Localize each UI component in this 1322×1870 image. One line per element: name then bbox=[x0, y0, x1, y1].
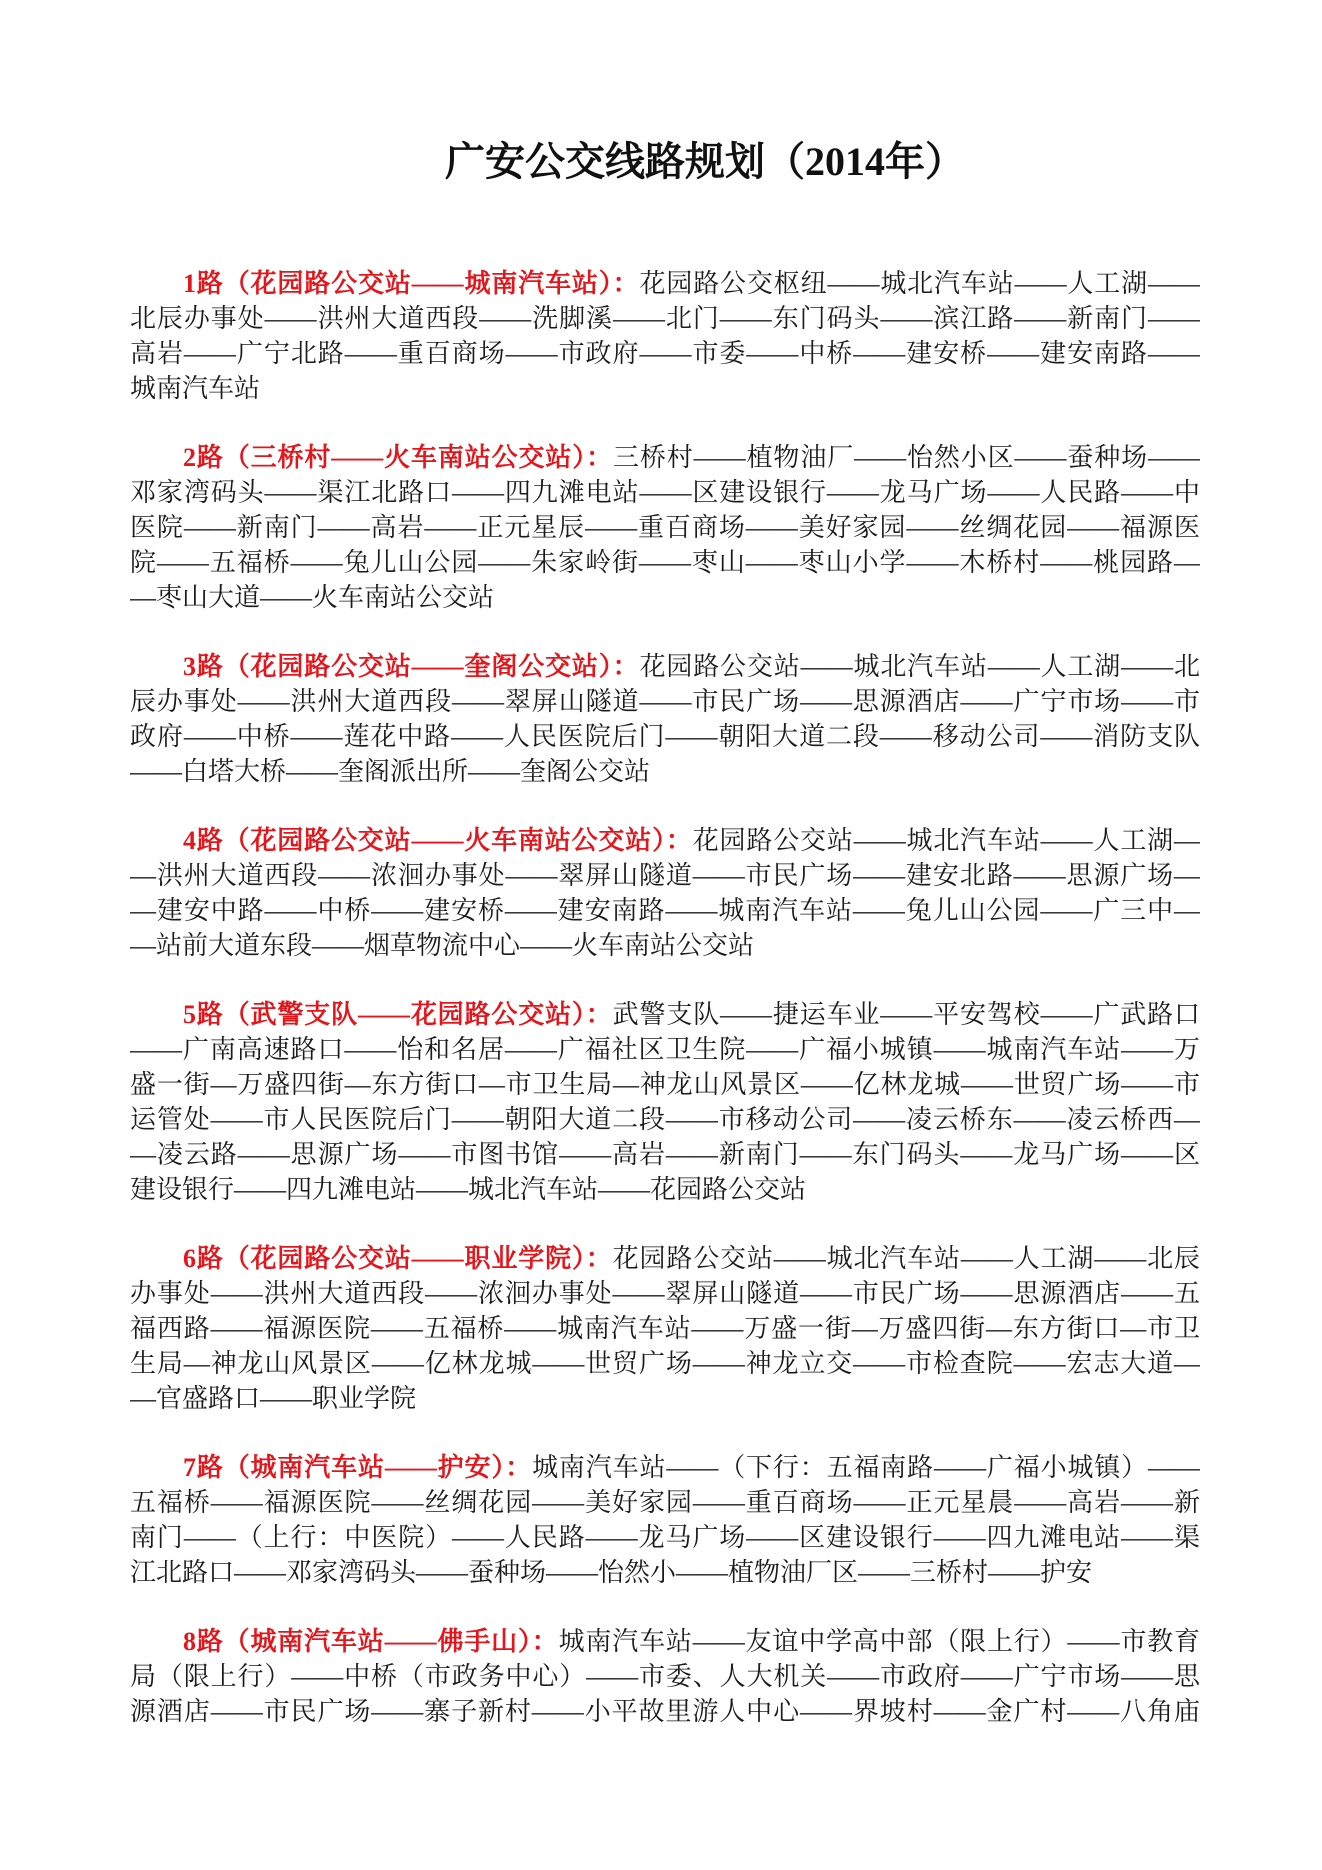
route-first-line bbox=[130, 1624, 1200, 1659]
route-block-2 bbox=[130, 440, 1200, 615]
route-label: 1路（花园路公交站——城南汽车站）： bbox=[183, 269, 640, 298]
route-stops-line: 辰办事处——洪州大道西段——翠屏山隧道——市民广场——思源酒店——广宁市场——市 bbox=[130, 687, 1200, 716]
route-label: 4路（花园路公交站——火车南站公交站）： bbox=[183, 826, 693, 855]
route-stops-line: 城南汽车站 bbox=[130, 374, 261, 403]
route-first-line bbox=[130, 649, 1200, 684]
route-label: 2路（三桥村——火车南站公交站）： bbox=[183, 443, 614, 472]
route-list bbox=[130, 266, 1200, 1763]
route-label: 6路（花园路公交站——职业学院）： bbox=[183, 1244, 613, 1273]
route-stops-line: 三桥村——植物油厂——怡然小区——蚕种场—— bbox=[613, 443, 1200, 472]
route-stops-line: 邓家湾码头——渠江北路口——四九滩电站——区建设银行——龙马广场——人民路——中 bbox=[130, 478, 1200, 507]
route-first-line bbox=[130, 1241, 1200, 1276]
route-block-7 bbox=[130, 1450, 1200, 1590]
route-stops-line: 城南汽车站——（下行：五福南路——广福小城镇）—— bbox=[532, 1453, 1200, 1482]
route-block-5 bbox=[130, 997, 1200, 1207]
route-stops-line: —洪州大道西段——浓洄办事处——翠屏山隧道——市民广场——建安北路——思源广场— bbox=[130, 861, 1200, 890]
route-label: 3路（花园路公交站——奎阁公交站）： bbox=[183, 652, 640, 681]
route-stops-line: 城南汽车站——友谊中学高中部（限上行）——市教育 bbox=[558, 1627, 1200, 1656]
route-stops-line: —建安中路——中桥——建安桥——建安南路——城南汽车站——兔儿山公园——广三中— bbox=[130, 896, 1200, 925]
route-stops-line: 江北路口——邓家湾码头——蚕种场——怡然小——植物油厂区——三桥村——护安 bbox=[130, 1558, 1093, 1587]
route-stops-line: 五福桥——福源医院——丝绸花园——美好家园——重百商场——正元星晨——高岩——新 bbox=[130, 1488, 1200, 1517]
route-stops-line: 办事处——洪州大道西段——浓洄办事处——翠屏山隧道——市民广场——思源酒店——五 bbox=[130, 1279, 1200, 1308]
route-block-3 bbox=[130, 649, 1200, 789]
route-stops-line: 高岩——广宁北路——重百商场——市政府——市委——中桥——建安桥——建安南路—— bbox=[130, 339, 1200, 368]
route-stops-line: —凌云路——思源广场——市图书馆——高岩——新南门——东门码头——龙马广场——区 bbox=[130, 1140, 1200, 1169]
route-stops-line: 生局—神龙山风景区——亿林龙城——世贸广场——神龙立交——市检查院——宏志大道— bbox=[130, 1349, 1200, 1378]
route-stops-line: —站前大道东段——烟草物流中心——火车南站公交站 bbox=[130, 931, 755, 960]
route-stops-line: ——广南高速路口——怡和名居——广福社区卫生院——广福小城镇——城南汽车站——万 bbox=[130, 1035, 1200, 1064]
route-stops-line: 院——五福桥——兔儿山公园——朱家岭街——枣山——枣山小学——木桥村——桃园路— bbox=[130, 548, 1200, 577]
route-first-line bbox=[130, 266, 1200, 301]
route-block-4 bbox=[130, 823, 1200, 963]
route-stops-line: 医院——新南门——高岩——正元星辰——重百商场——美好家园——丝绸花园——福源医 bbox=[130, 513, 1200, 542]
route-block-8 bbox=[130, 1624, 1200, 1729]
route-block-6 bbox=[130, 1241, 1200, 1416]
route-stops-line: 花园路公交站——城北汽车站——人工湖——北辰 bbox=[612, 1244, 1200, 1273]
route-stops-line: 政府——中桥——莲花中路——人民医院后门——朝阳大道二段——移动公司——消防支队 bbox=[130, 722, 1200, 751]
route-first-line bbox=[130, 1450, 1200, 1485]
route-stops-line: 花园路公交站——城北汽车站——人工湖——北 bbox=[639, 652, 1200, 681]
route-stops-line: ——白塔大桥——奎阁派出所——奎阁公交站 bbox=[130, 757, 651, 786]
route-stops-line: 花园路公交枢纽——城北汽车站——人工湖—— bbox=[639, 269, 1200, 298]
route-stops-line: 局（限上行）——中桥（市政务中心）——市委、人大机关——市政府——广宁市场——思 bbox=[130, 1662, 1200, 1691]
route-stops-line: 武警支队——捷运车业——平安驾校——广武路口 bbox=[612, 1000, 1200, 1029]
route-stops-line: —枣山大道——火车南站公交站 bbox=[130, 583, 495, 612]
route-first-line bbox=[130, 997, 1200, 1032]
route-stops-line: 北辰办事处——洪州大道西段——洗脚溪——北门——东门码头——滨江路——新南门—— bbox=[130, 304, 1200, 333]
route-stops-line: —官盛路口——职业学院 bbox=[130, 1384, 417, 1413]
route-stops-line: 南门——（上行：中医院）——人民路——龙马广场——区建设银行——四九滩电站——渠 bbox=[130, 1523, 1200, 1552]
route-label: 8路（城南汽车站——佛手山）： bbox=[183, 1627, 559, 1656]
page-title: 广安公交线路规划（2014年） bbox=[445, 139, 965, 184]
route-first-line bbox=[130, 823, 1200, 858]
route-stops-line: 盛一街—万盛四街—东方街口—市卫生局—神龙山风景区——亿林龙城——世贸广场——市 bbox=[130, 1070, 1200, 1099]
route-block-1 bbox=[130, 266, 1200, 406]
route-stops-line: 建设银行——四九滩电站——城北汽车站——花园路公交站 bbox=[130, 1175, 807, 1204]
route-stops-line: 运管处——市人民医院后门——朝阳大道二段——市移动公司——凌云桥东——凌云桥西— bbox=[130, 1105, 1200, 1134]
route-label: 5路（武警支队——花园路公交站）： bbox=[183, 1000, 613, 1029]
route-stops-line: 花园路公交站——城北汽车站——人工湖— bbox=[692, 826, 1200, 855]
route-stops-line: 源酒店——市民广场——寨子新村——小平故里游人中心——界坡村——金广村——八角庙 bbox=[130, 1697, 1200, 1726]
route-stops-line: 福西路——福源医院——五福桥——城南汽车站——万盛一街—万盛四街—东方街口—市卫 bbox=[130, 1314, 1200, 1343]
route-label: 7路（城南汽车站——护安）： bbox=[183, 1453, 533, 1482]
route-first-line bbox=[130, 440, 1200, 475]
